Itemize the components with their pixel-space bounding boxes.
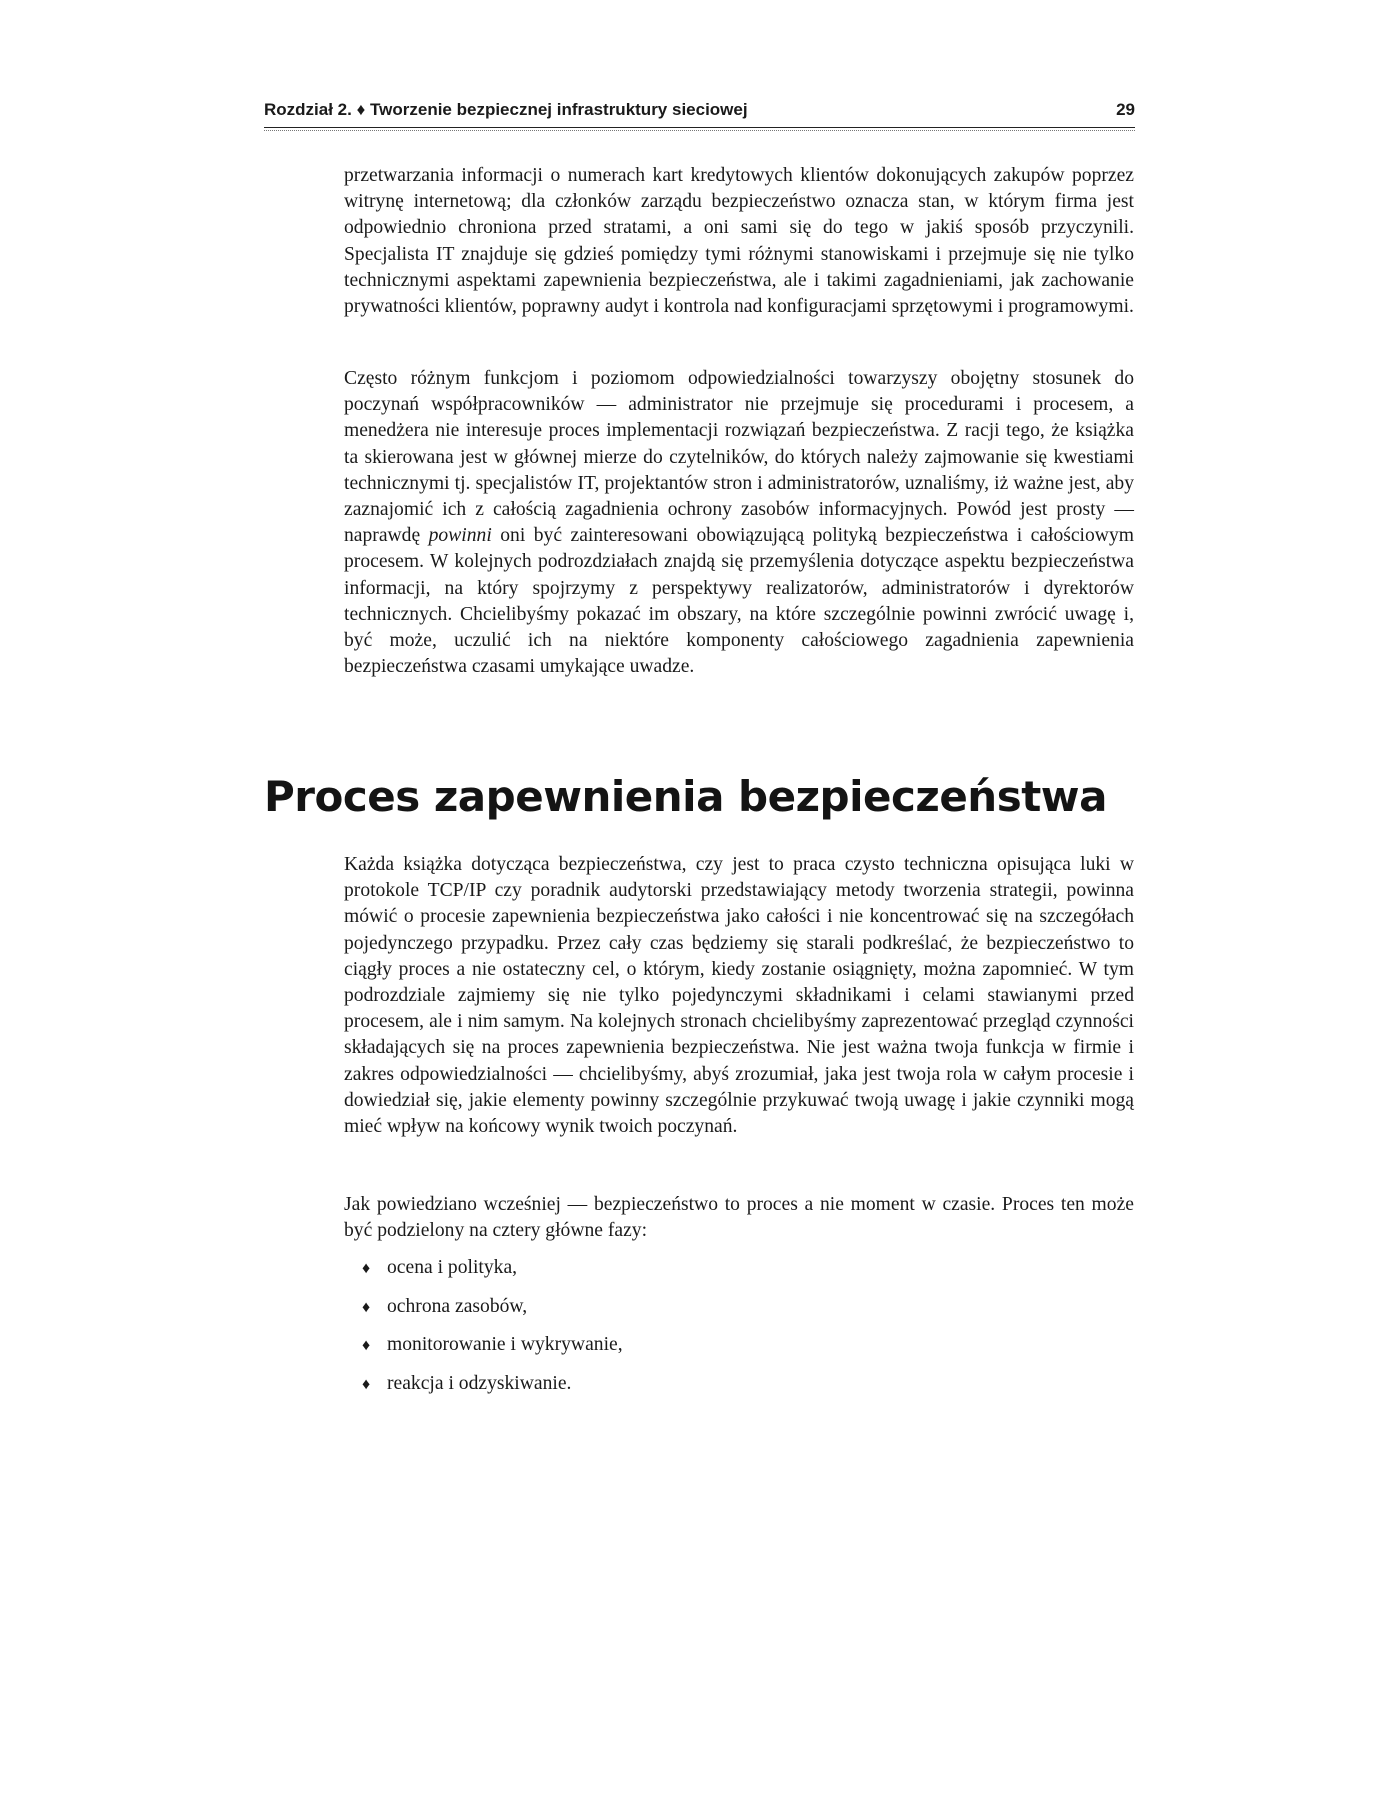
diamond-bullet-icon: ♦ (362, 1260, 371, 1277)
header-rule (264, 127, 1135, 128)
paragraph-4-block (344, 1192, 1134, 1244)
paragraph-3: Każda książka dotycząca bezpieczeństwa, czy jest to praca czysto techniczna opisująca luki w protokole TCP/IP czy poradnik audytorski przedstawiający metody tworzenia strategii, powinna mówić o procesie zapewnienia bezpieczeństwa jako całości i nie koncentrować się na szczegółach pojedynczego przypadku. Przez cały czas będziemy się starali podkreślać, że bezpieczeństwo to ciągły proces a nie ostateczny cel, o którym, kiedy zostanie osiągnięty, można zapomnieć. W tym podrozdziale zajmiemy się nie tylko pojedynczymi składnikami i celami stawianymi przed procesem, ale i nim samym. Na kolejnych stronach chcielibyśmy zaprezentować przegląd czynności składających się na proces zapewnienia bezpieczeństwa. Nie jest ważna twoja funkcja w firmie i zakres odpowiedzialności — chcielibyśmy, abyś zrozumiał, jaka jest twoja rola w całym procesie i dowiedział się, jakie elementy powinny szczególnie przykuwać twoją uwagę i jakie czynniki mogą mieć wpływ na końcowy wynik twoich poczynań. (344, 854, 1134, 1138)
running-head (264, 98, 1135, 128)
list-item-text: monitorowanie i wykrywanie, (387, 1334, 623, 1355)
paragraph-2-emphasis: powinni (428, 525, 492, 547)
list-item-text: ocena i polityka, (387, 1257, 518, 1278)
phase-list (362, 1255, 623, 1409)
chapter-title-line (264, 100, 748, 120)
paragraph-1-block (344, 163, 1134, 320)
chapter-label: Rozdział 2. (264, 100, 352, 119)
diamond-bullet-icon: ♦ (362, 1375, 371, 1393)
chapter-title: Tworzenie bezpiecznej infrastruktury sieciowej (370, 100, 748, 119)
diamond-separator-icon: ♦ (356, 100, 366, 119)
list-item (362, 1371, 623, 1397)
page-number: 29 (1116, 100, 1135, 119)
paragraph-2 (344, 366, 1134, 680)
list-item-text: reakcja i odzyskiwanie. (387, 1372, 572, 1394)
list-item-text: ochrona zasobów, (387, 1295, 528, 1317)
paragraph-2-text-start: Często różnym funkcjom i poziomom odpowiedzialności towarzyszy obojętny stosunek do poczynań współpracowników — administrator nie przejmuje się procedurami i procesem, a menedżera nie interesuje proces implementacji rozwiązań bezpieczeństwa. Z racji tego, że książka ta skierowana jest w głównej mierze do czytelników, do których należy zajmowanie się kwestiami technicznymi tj. specjalistów IT, projektantów stron i administratorów, uznaliśmy, iż ważne jest, aby zaznajomić ich z całością zagadnienia ochrony zasobów informacyjnych. Powód jest prosty — naprawdę (344, 368, 1134, 547)
paragraph-2-block (344, 366, 1134, 680)
paragraph-1: przetwarzania informacji o numerach kart kredytowych klientów dokonujących zakupów poprzez witrynę internetową; dla członków zarządu bezpieczeństwo oznacza stan, w którym firma jest odpowiednio chroniona przed stratami, a oni sami się do tego w jakiś sposób przyczynili. Specjalista IT znajduje się gdzieś pomiędzy tymi różnymi stanowiskami i przejmuje się nie tylko technicznymi aspektami zapewnienia bezpieczeństwa, ale i takimi zagadnieniami, jak zachowanie prywatności klientów, poprawny audyt i kontrola nad konfiguracjami sprzętowymi i programowymi. (344, 165, 1134, 318)
list-item (362, 1255, 623, 1281)
list-item (362, 1294, 623, 1320)
section-heading: Proces zapewnienia bezpieczeństwa (264, 772, 1107, 821)
list-item (362, 1332, 623, 1358)
paragraph-3-block (344, 852, 1134, 1140)
header-dotted-rule (264, 130, 1135, 131)
paragraph-2-text-end: oni być zainteresowani obowiązującą polityką bezpieczeństwa i całościowym procesem. W kolejnych podrozdziałach znajdą się przemyślenia dotyczące aspektu bezpieczeństwa informacji, na który spojrzymy z perspektywy realizatorów, administratorów i dyrektorów technicznych. Chcielibyśmy pokazać im obszary, na które szczególnie powinni zwrócić uwagę i, być może, uczulić ich na niektóre komponenty całościowego zagadnienia zapewnienia bezpieczeństwa czasami umykające uwadze. (344, 525, 1134, 678)
paragraph-4: Jak powiedziano wcześniej — bezpieczeństwo to proces a nie moment w czasie. Proces ten może być podzielony na cztery główne fazy: (344, 1194, 1134, 1242)
diamond-bullet-icon: ♦ (362, 1298, 371, 1316)
diamond-bullet-icon: ♦ (362, 1337, 371, 1354)
